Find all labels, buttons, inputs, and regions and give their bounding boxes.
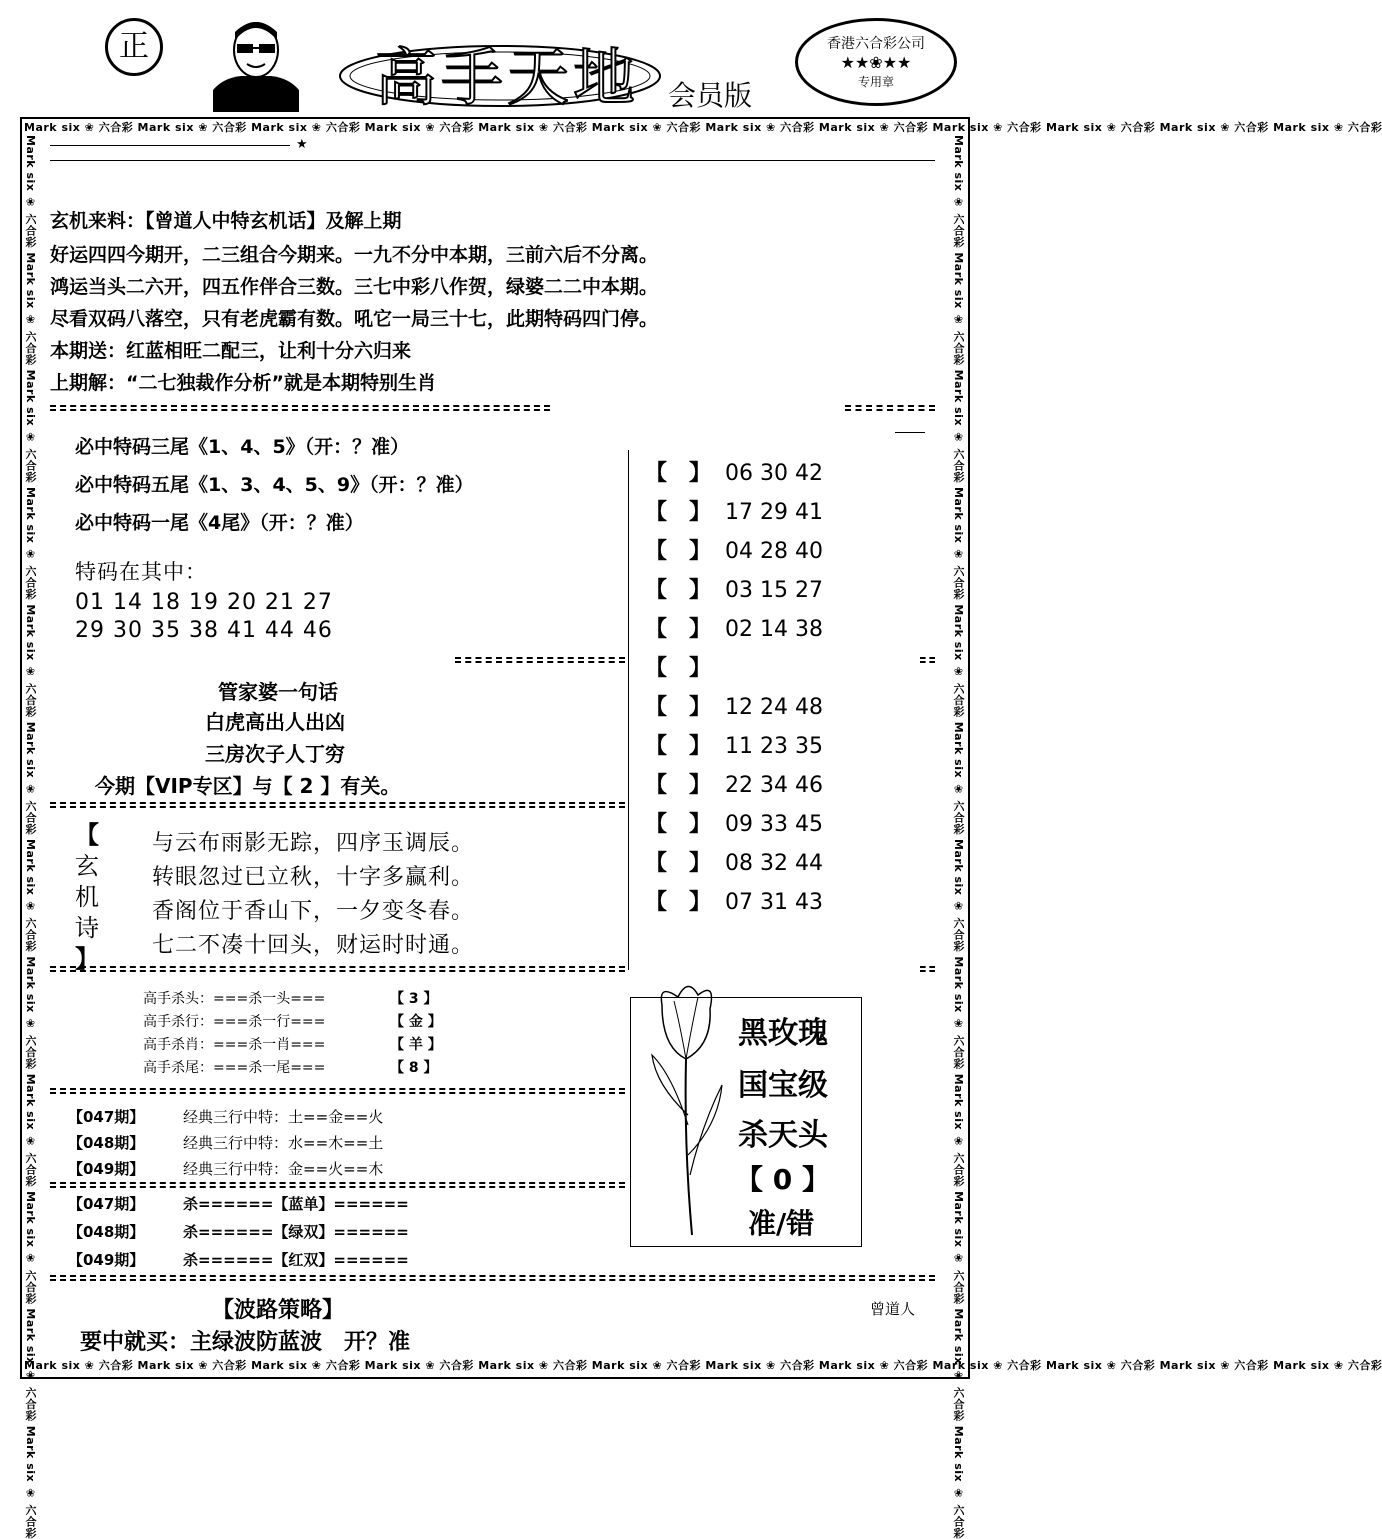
rose-line-3: 杀天头 — [738, 1118, 828, 1153]
num-row-values: 17 29 41 — [725, 500, 823, 525]
poem-label — [70, 820, 104, 975]
sha-issue-3: 【049期】 — [68, 1251, 145, 1269]
header-rule-2 — [50, 160, 935, 161]
rose-line-1: 黑玫瑰 — [738, 1016, 828, 1051]
bolu-title: 【波路策略】 — [212, 1298, 345, 1323]
xuanji-line-2: 鸿运当头二六开，四五作伴合三数。三七中彩八作贺，绿婆二二中本期。 — [50, 276, 659, 298]
pick-1: 必中特码三尾《1、4、5》（开：？准） — [75, 436, 410, 458]
poem-line-1: 与云布雨影无踪，四序玉调辰。 — [152, 831, 475, 856]
poem-label-xuan: 玄 — [75, 852, 99, 880]
num-row-values: 07 31 43 — [725, 890, 823, 915]
divider-7 — [50, 1275, 935, 1281]
sha-text-2: 杀======【绿双】====== — [183, 1223, 409, 1241]
divider-6 — [50, 1182, 625, 1188]
num-row-8 — [645, 729, 823, 760]
star-icon: ★ — [296, 137, 308, 152]
header-rule — [50, 145, 290, 146]
bolu-author: 曾道人 — [870, 1300, 916, 1318]
divider-1a — [50, 405, 550, 411]
num-row-bracket: 【 】 — [645, 461, 712, 486]
num-row-12 — [645, 885, 823, 916]
rose-line-4: 【 0 】 — [735, 1163, 830, 1196]
sanhang-issue-1: 【047期】 — [68, 1108, 145, 1126]
number-column-divider — [628, 450, 629, 970]
num-row-values: 09 33 45 — [725, 812, 823, 837]
poem-label-ji: 机 — [75, 883, 99, 911]
num-row-3 — [645, 534, 823, 565]
num-row-bracket: 【 】 — [645, 773, 712, 798]
xuanji-line-1: 好运四四今期开，二三组合今期来。一九不分中本期，三前六后不分离。 — [50, 244, 659, 266]
kill-head-label: 高手杀头：===杀一头=== — [143, 991, 326, 1007]
kill-wei-value: 【 8 】 — [390, 1060, 438, 1076]
num-row-1 — [645, 456, 823, 487]
kill-hang-label: 高手杀行：===杀一行=== — [143, 1014, 326, 1030]
poem-label-close: 】 — [75, 945, 99, 973]
left-band: Mark six ❀ 六合彩 Mark six ❀ 六合彩 Mark six ❀ 六合彩 Mark six ❀ 六合彩 Mark six ❀ 六合彩 Mark six ❀ 六合彩 Mark six ❀ 六合彩 Mark six ❀ 六合彩 Mark six ❀ 六合彩 Mark six ❀ 六合彩 Mark six ❀ 六合彩 Mark six ❀ 六合彩 — [24, 135, 37, 1539]
seal-top-text: 香港六合彩公司 — [827, 36, 925, 52]
num-row-values: 11 23 35 — [725, 734, 823, 759]
num-row-bracket: 【 】 — [645, 539, 712, 564]
sha-text-1: 杀======【蓝单】====== — [183, 1195, 409, 1213]
rose-icon — [640, 975, 730, 1240]
num-row-values: 06 30 42 — [725, 461, 823, 486]
num-row-7 — [645, 690, 823, 721]
poem-line-3: 香阁位于香山下，一夕变冬春。 — [152, 899, 475, 924]
poem-line-2: 转眼忽过已立秋，十字多赢利。 — [152, 865, 475, 890]
sanhang-text-2: 经典三行中特：水==木==土 — [183, 1134, 384, 1152]
short-rule — [895, 432, 925, 433]
top-band: Mark six ❀ 六合彩 Mark six ❀ 六合彩 Mark six ❀ 六合彩 Mark six ❀ 六合彩 Mark six ❀ 六合彩 Mark six ❀ 六合彩 Mark six ❀ 六合彩 Mark six ❀ 六合彩 Mark six ❀ 六合彩 Mark six ❀ 六合彩 Mark six ❀ 六合彩 Mark six ❀ 六合彩 — [24, 121, 1382, 134]
tema-row-2: 29 30 35 38 41 44 46 — [75, 618, 333, 643]
kill-wei-label: 高手杀尾：===杀一尾=== — [143, 1060, 326, 1076]
poem-line-4: 七二不凑十回头，财运时时通。 — [152, 933, 475, 958]
right-band: Mark six ❀ 六合彩 Mark six ❀ 六合彩 Mark six ❀ 六合彩 Mark six ❀ 六合彩 Mark six ❀ 六合彩 Mark six ❀ 六合彩 Mark six ❀ 六合彩 Mark six ❀ 六合彩 Mark six ❀ 六合彩 Mark six ❀ 六合彩 Mark six ❀ 六合彩 Mark six ❀ 六合彩 — [952, 135, 965, 1539]
rose-line-2: 国宝级 — [738, 1068, 828, 1103]
page-subtitle: 会员版 — [668, 79, 753, 112]
zheng-text: 正 — [119, 29, 149, 64]
num-row-values: 02 14 38 — [725, 617, 823, 642]
num-row-5 — [645, 612, 823, 643]
xuanji-line-5: 上期解：“二七独裁作分析”就是本期特别生肖 — [50, 372, 436, 394]
divider-4b — [920, 966, 935, 972]
poem-label-open: 【 — [75, 821, 99, 849]
num-row-bracket: 【 】 — [645, 500, 712, 525]
guanjia-line-2: 三房次子人丁穷 — [205, 742, 345, 766]
num-row-bracket: 【 】 — [645, 617, 712, 642]
tema-row-1: 01 14 18 19 20 21 27 — [75, 590, 333, 615]
divider-2b — [920, 657, 935, 663]
num-row-bracket: 【 】 — [645, 851, 712, 876]
divider-2 — [455, 657, 625, 663]
num-row-10 — [645, 807, 823, 838]
kill-head-value: 【 3 】 — [390, 991, 438, 1007]
sanhang-text-1: 经典三行中特：土==金==火 — [183, 1108, 384, 1126]
vip-line: 今期【VIP专区】与【 2 】有关。 — [95, 774, 401, 798]
pick-2: 必中特码五尾《1、3、4、5、9》（开：？准） — [75, 474, 474, 496]
seal-stars: ★★❀★★ — [840, 53, 912, 72]
guanjia-line-1: 白虎高出人出凶 — [205, 710, 345, 734]
num-row-bracket: 【 】 — [645, 695, 712, 720]
num-row-bracket: 【 】 — [645, 734, 712, 759]
num-row-2 — [645, 495, 823, 526]
pick-3: 必中特码一尾《4尾》（开：？准） — [75, 512, 364, 534]
tema-label: 特码在其中： — [75, 560, 207, 584]
zheng-badge — [105, 18, 163, 76]
xuanji-line-4: 本期送：红蓝相旺二配三，让利十分六归来 — [50, 340, 412, 362]
page-title: 高手天地 — [375, 41, 640, 114]
divider-1b — [845, 405, 935, 411]
sha-issue-2: 【048期】 — [68, 1223, 145, 1241]
bottom-band: Mark six ❀ 六合彩 Mark six ❀ 六合彩 Mark six ❀ 六合彩 Mark six ❀ 六合彩 Mark six ❀ 六合彩 Mark six ❀ 六合彩 Mark six ❀ 六合彩 Mark six ❀ 六合彩 Mark six ❀ 六合彩 Mark six ❀ 六合彩 Mark six ❀ 六合彩 Mark six ❀ 六合彩 — [24, 1359, 1382, 1372]
portrait-image — [213, 18, 299, 112]
num-row-bracket: 【 】 — [645, 812, 712, 837]
divider-3 — [50, 802, 625, 808]
num-row-6 — [645, 651, 725, 682]
rose-line-5: 准/错 — [748, 1207, 815, 1240]
sanhang-issue-2: 【048期】 — [68, 1134, 145, 1152]
num-row-bracket: 【 】 — [645, 656, 712, 681]
num-row-bracket: 【 】 — [645, 578, 712, 603]
num-row-values: 08 32 44 — [725, 851, 823, 876]
seal-bottom-text: 专用章 — [857, 75, 894, 89]
num-row-9 — [645, 768, 823, 799]
divider-4 — [50, 966, 625, 972]
kill-hang-value: 【 金 】 — [390, 1014, 442, 1030]
sanhang-issue-3: 【049期】 — [68, 1160, 145, 1178]
sha-text-3: 杀======【红双】====== — [183, 1251, 409, 1269]
kill-xiao-label: 高手杀肖：===杀一肖=== — [143, 1037, 326, 1053]
num-row-11 — [645, 846, 823, 877]
xuanji-head: 玄机来料：【曾道人中特玄机话】及解上期 — [50, 210, 402, 232]
num-row-values: 03 15 27 — [725, 578, 823, 603]
divider-5 — [50, 1088, 625, 1094]
num-row-values: 04 28 40 — [725, 539, 823, 564]
bolu-line: 要中就买：主绿波防蓝波 开？准 — [80, 1330, 411, 1355]
xuanji-line-3: 尽看双码八落空，只有老虎霸有数。吼它一局三十七，此期特码四门停。 — [50, 308, 659, 330]
num-row-values: 22 34 46 — [725, 773, 823, 798]
sanhang-text-3: 经典三行中特：金==火==木 — [183, 1160, 384, 1178]
num-row-bracket: 【 】 — [645, 890, 712, 915]
guanjia-title: 管家婆一句话 — [218, 680, 338, 704]
company-seal — [795, 18, 957, 106]
poem-label-shi: 诗 — [75, 914, 99, 942]
sha-issue-1: 【047期】 — [68, 1195, 145, 1213]
kill-xiao-value: 【 羊 】 — [390, 1037, 442, 1053]
num-row-4 — [645, 573, 823, 604]
num-row-values: 12 24 48 — [725, 695, 823, 720]
